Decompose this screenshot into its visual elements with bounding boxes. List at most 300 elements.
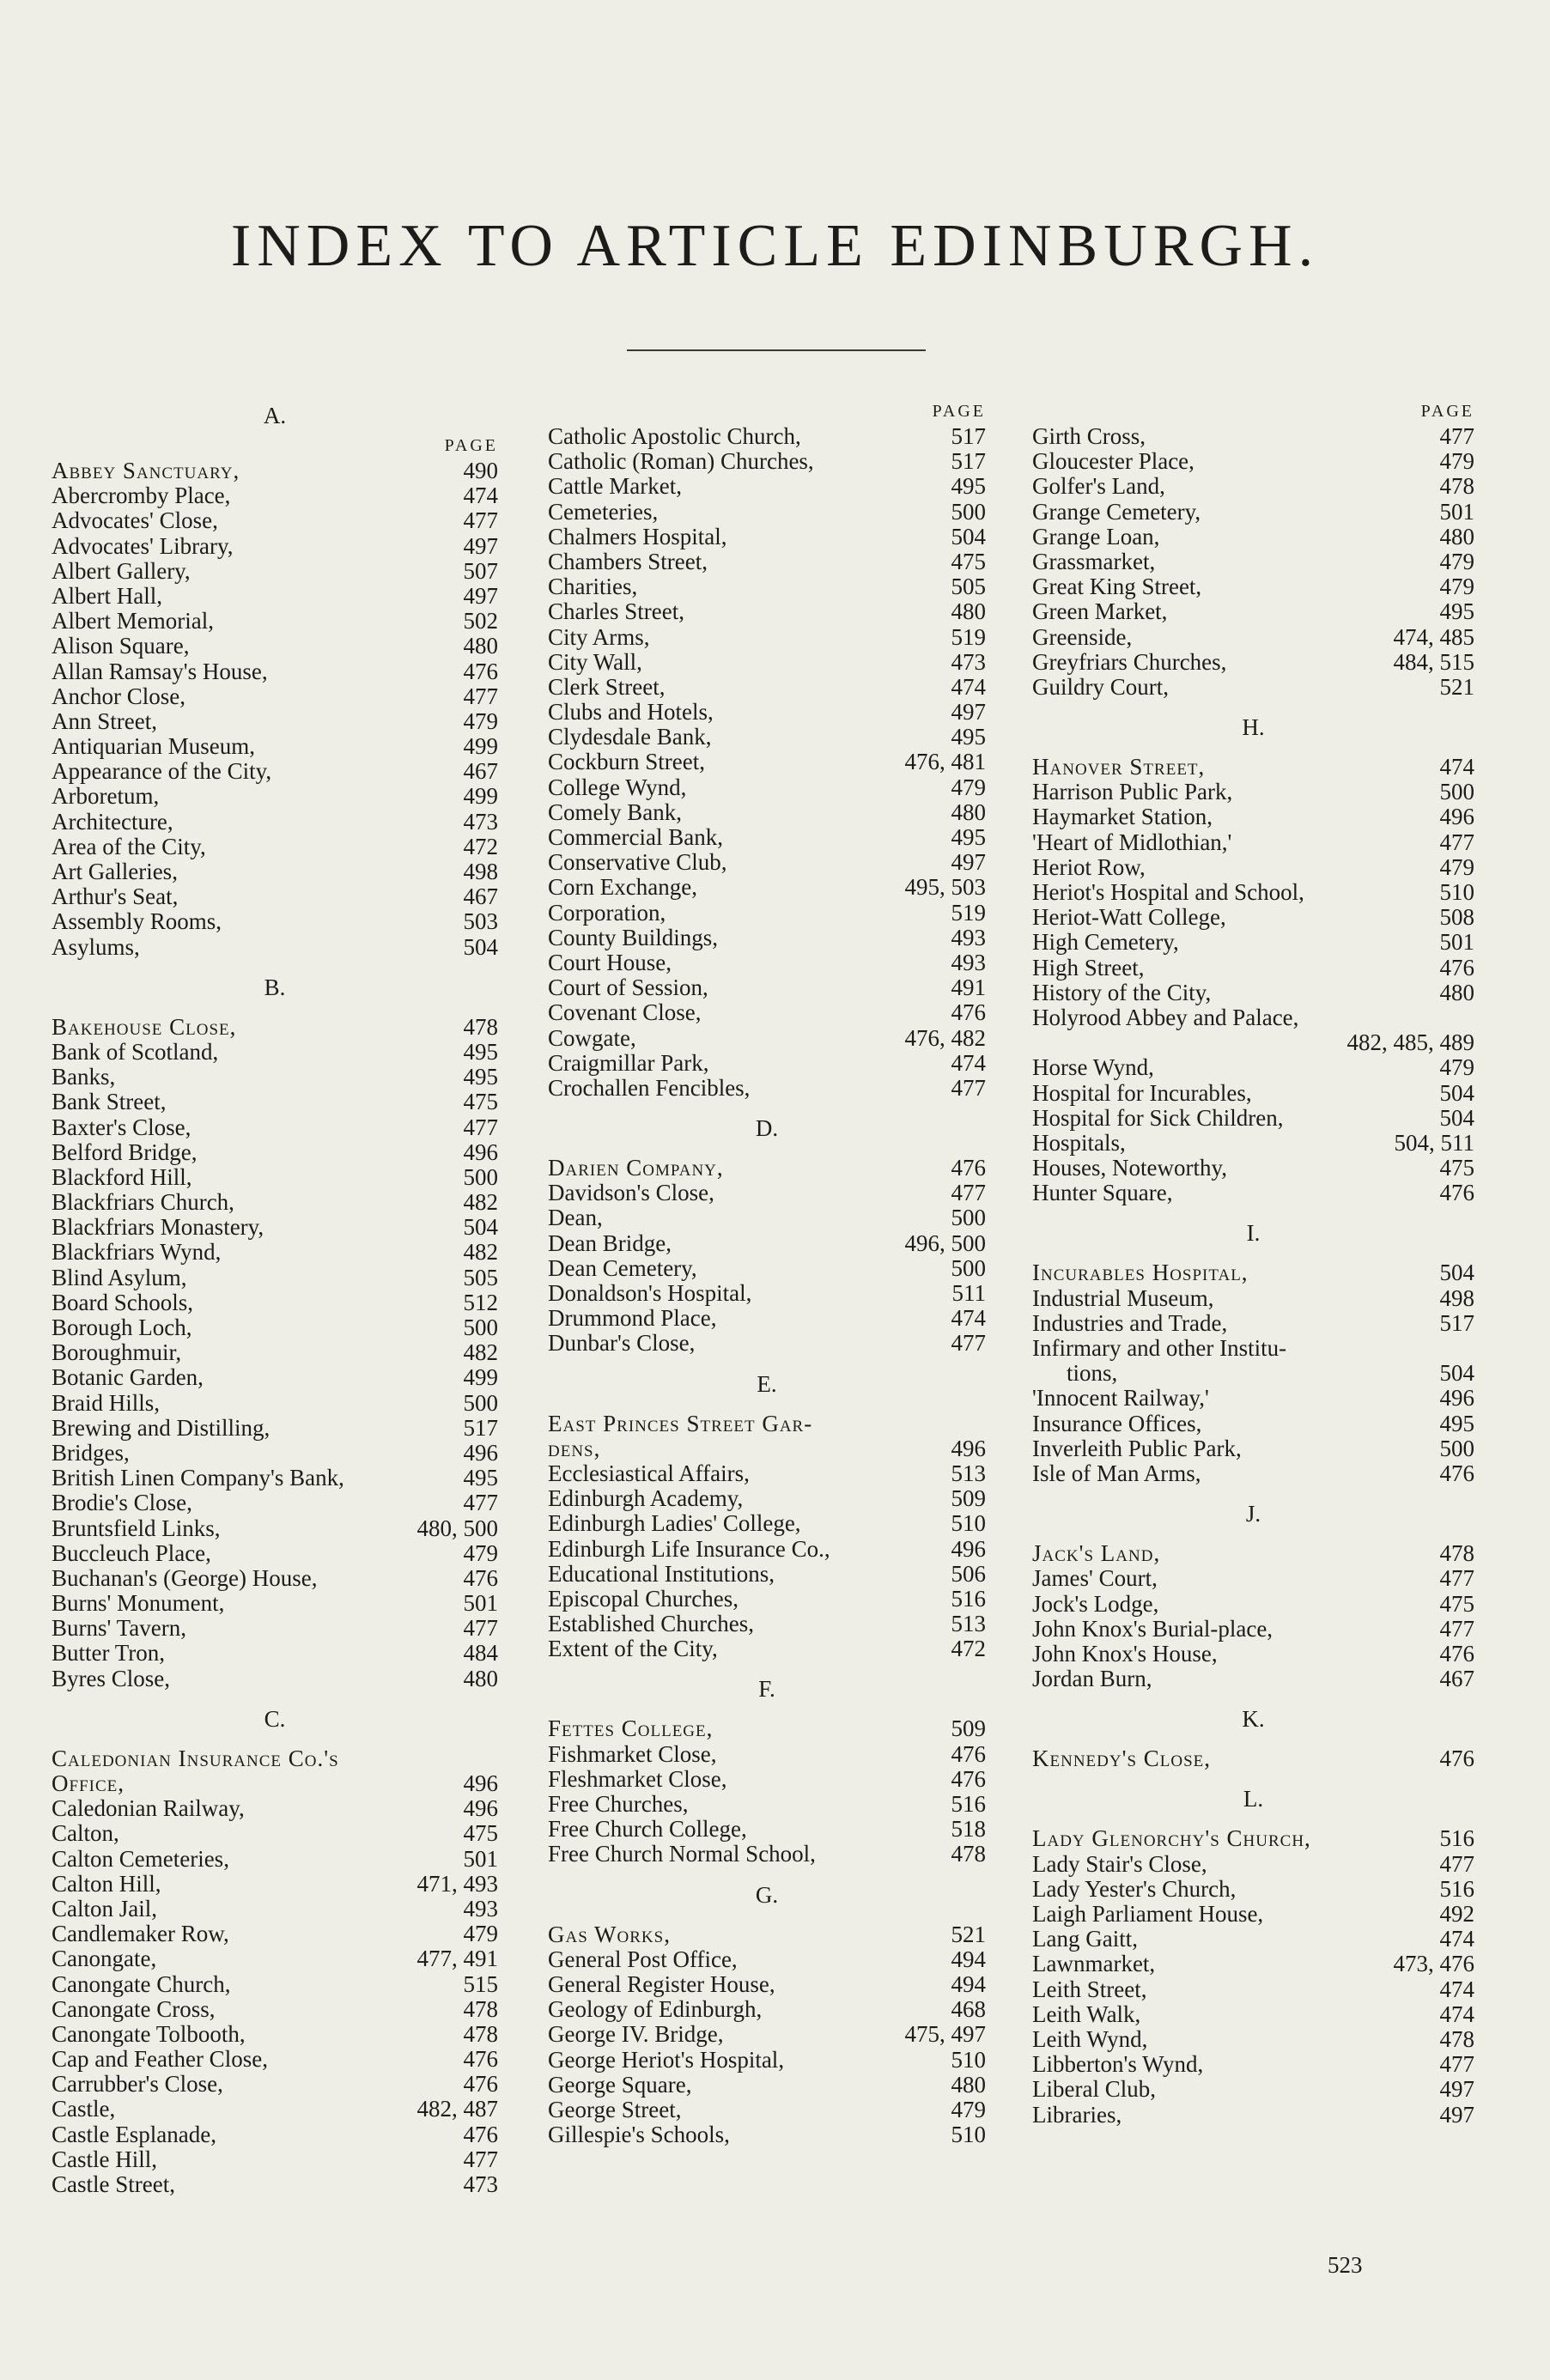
entry-page: 473, 476 [1393,1951,1474,1977]
entry-page: 476 [951,999,986,1026]
index-column-1 [52,398,498,2197]
entry-name: Edinburgh Life Insurance Co., [548,1535,830,1562]
entry-page: 472 [951,1636,986,1662]
entry-page: 495 [463,1038,498,1065]
entry-page: 510 [951,1510,986,1537]
index-entry [1032,981,1474,1005]
entry-page: 516 [951,1791,986,1818]
entry-page: 473 [463,808,498,835]
entry-page: 482 [463,1239,498,1266]
page-number: 523 [1328,2252,1363,2278]
entry-name: Houses, Noteworthy, [1032,1155,1227,1181]
index-entry [548,474,986,499]
entry-name: James' Court, [1032,1565,1158,1592]
index-entry [1032,1461,1474,1486]
entry-page: 516 [1439,1825,1474,1852]
index-entry [548,1562,986,1587]
index-entry [548,424,986,449]
index-entry [548,1231,986,1256]
entry-name: Jock's Lodge, [1032,1590,1159,1617]
entry-page: 496 [463,1795,498,1822]
index-entry [1032,574,1474,599]
entry-name: Charities, [548,574,638,600]
index-entry [52,1872,498,1897]
entry-page: 477 [951,1074,986,1101]
index-entry [52,709,498,734]
index-entry [548,1331,986,1356]
entry-page: 474 [951,1049,986,1076]
index-entry [1032,1131,1474,1156]
entry-page: 496 [463,1138,498,1165]
entry-name: Baxter's Close, [52,1114,191,1140]
index-entry [548,1051,986,1076]
entry-name: Infirmary and other Institu- [1032,1335,1287,1362]
entry-name: Donaldson's Hospital, [548,1280,752,1306]
index-entry [1032,1412,1474,1436]
index-entry [1032,500,1474,525]
index-entry [1032,755,1474,780]
index-entry [548,1792,986,1817]
entry-page: 476 [463,2071,498,2098]
index-entry [1032,1336,1474,1386]
entry-name: Jordan Burn, [1032,1666,1152,1692]
index-entry [548,599,986,624]
entry-page: 497 [463,582,498,609]
index-entry [548,825,986,850]
entry-page: 480, 500 [416,1515,498,1541]
index-entry [52,1441,498,1466]
index-entry [52,1591,498,1616]
entry-name: Boroughmuir, [52,1339,182,1366]
index-entry [1032,1902,1474,1927]
entry-name: Castle, [52,2096,116,2122]
entry-name: Bridges, [52,1439,130,1466]
entry-name: Laigh Parliament House, [1032,1901,1264,1928]
entry-page: 516 [951,1585,986,1612]
index-entry [548,500,986,525]
entry-page: 480 [951,598,986,625]
index-entry [548,725,986,750]
index-entry [52,784,498,809]
index-entry [1032,1877,1474,1902]
entry-page: 518 [951,1816,986,1843]
page-header-label: PAGE [1420,402,1474,421]
entry-name: George IV. Bridge, [548,2021,724,2048]
entry-name: Hospital for Sick Children, [1032,1104,1284,1131]
entry-name: Lady Yester's Church, [1032,1875,1237,1902]
index-entry [1032,1286,1474,1311]
entry-page: 495 [951,824,986,850]
entry-name: Gloucester Place, [1032,448,1194,475]
index-entry [52,1065,498,1090]
entry-page: 500 [463,1314,498,1340]
entry-page: 476 [1439,1640,1474,1667]
entry-page: 479 [1439,448,1474,475]
entry-name: Calton Jail, [52,1895,157,1922]
index-entry [52,835,498,859]
index-column-2 [548,398,986,2147]
index-entry [548,950,986,975]
entry-page: 477 [1439,1615,1474,1642]
entry-name: Libraries, [1032,2101,1122,2128]
index-entry [52,584,498,609]
index-entry [548,700,986,725]
index-entry [548,1922,986,1947]
entry-name: Hunter Square, [1032,1180,1173,1206]
entry-name: Advocates' Library, [52,532,234,559]
index-entry [1032,1642,1474,1667]
index-entry [52,684,498,709]
entry-name: British Linen Company's Bank, [52,1465,344,1491]
entry-name: Dean Bridge, [548,1229,672,1256]
entry-page: 497 [463,532,498,559]
entry-name: Caledonian Insurance Co.'s [52,1745,339,1771]
entry-name: Lady Glenorchy's Church, [1032,1825,1311,1852]
entry-name: Extent of the City, [548,1636,718,1662]
index-entry [1032,830,1474,855]
entry-page: 479 [1439,1054,1474,1081]
entry-page: 521 [1439,673,1474,700]
entry-page: 476 [463,2046,498,2073]
index-entry [548,1412,986,1461]
index-entry [52,1566,498,1591]
entry-page: 496 [1439,1385,1474,1412]
index-entry [1032,1927,1474,1952]
entry-name: Assembly Rooms, [52,908,222,935]
entry-name: Blackfriars Monastery, [52,1214,264,1241]
entry-name: Leith Wynd, [1032,2025,1148,2052]
entry-name: Byres Close, [52,1665,170,1691]
entry-page: 517 [951,448,986,475]
entry-page: 496 [951,1435,986,1461]
entry-page: 480 [463,633,498,659]
entry-name: Lang Gaitt, [1032,1926,1138,1952]
entry-page: 474, 485 [1393,623,1474,650]
entry-name: Catholic (Roman) Churches, [548,448,814,475]
index-entry [1032,2077,1474,2102]
entry-page: 496, 500 [904,1229,986,1256]
entry-name: Free Churches, [548,1791,689,1818]
index-entry [52,1040,498,1065]
section-letter: D. [755,1115,779,1142]
index-entry [1032,1386,1474,1411]
entry-name: Canongate Tolbooth, [52,2020,246,2047]
entry-page: 474 [463,483,498,509]
index-entry [52,1667,498,1691]
entry-page: 484, 515 [1393,648,1474,675]
index-entry [548,926,986,950]
index-entry [1032,1055,1474,1080]
index-entry [548,1181,986,1205]
index-entry [1032,1617,1474,1642]
entry-name: Inverleith Public Park, [1032,1435,1242,1461]
index-entry [548,2073,986,2098]
entry-name: Butter Tron, [52,1640,166,1667]
index-entry [1032,2027,1474,2052]
index-entry [52,2172,498,2197]
entry-name: Liberal Club, [1032,2076,1156,2103]
index-entry [548,1026,986,1051]
entry-name: County Buildings, [548,924,719,950]
entry-name: Borough Loch, [52,1314,192,1340]
index-entry [52,1922,498,1946]
index-entry [548,625,986,650]
entry-name: George Square, [548,2071,692,2098]
entry-page: 478 [1439,1540,1474,1567]
entry-name: Board Schools, [52,1289,193,1315]
entry-page: 501 [463,1845,498,1872]
page-column-header [548,398,986,424]
entry-name: East Princes Street Gar- [548,1410,813,1436]
index-entry [548,1947,986,1972]
index-column-3 [1032,398,1474,2128]
index-entry [548,1306,986,1331]
entry-page: 477 [1439,423,1474,449]
entry-name: Ecclesiastical Affairs, [548,1460,750,1486]
index-entry [52,659,498,684]
entry-name: Harrison Public Park, [1032,779,1233,805]
entry-page: 503 [463,908,498,935]
index-entry [548,1997,986,2022]
entry-page: 475 [1439,1590,1474,1617]
index-entry [548,2098,986,2122]
index-entry [548,2048,986,2073]
entry-page: 475 [1439,1155,1474,1181]
entry-page: 478 [463,1995,498,2022]
entry-page: 500 [1439,1435,1474,1461]
entry-page: 519 [951,899,986,926]
entry-name: Libberton's Wynd, [1032,2051,1204,2078]
entry-page: 495 [463,1064,498,1090]
entry-name: General Post Office, [548,1946,738,1972]
page-column-header [1032,398,1474,424]
index-entry [1032,1746,1474,1771]
entry-page: 504 [951,523,986,549]
entry-name: Arboretum, [52,783,160,810]
entry-name: High Street, [1032,954,1145,981]
entry-name: Allan Ramsay's House, [52,658,268,684]
entry-page: 477 [1439,1565,1474,1592]
entry-page: 496 [463,1439,498,1466]
index-entry [548,574,986,599]
index-entry [1032,905,1474,930]
entry-name: Cattle Market, [548,473,682,500]
entry-name: Cap and Feather Close, [52,2046,268,2073]
entry-name: Free Church Normal School, [548,1841,816,1867]
index-entry [52,1897,498,1922]
index-entry [52,1616,498,1641]
entry-name: Canongate Church, [52,1970,231,1997]
entry-name: John Knox's Burial-place, [1032,1615,1273,1642]
section-letter: F. [758,1676,775,1703]
index-entry [1032,2103,1474,2128]
entry-name: Burns' Monument, [52,1590,225,1617]
index-entry [52,1240,498,1265]
entry-page: 500 [951,1205,986,1231]
entry-page: 479 [951,774,986,800]
entry-page: 478 [1439,2025,1474,2052]
entry-page: 478 [463,2020,498,2047]
entry-name: Industrial Museum, [1032,1284,1214,1311]
entry-name: Hospital for Incurables, [1032,1079,1252,1106]
index-entry [548,975,986,1000]
index-entry [52,2097,498,2122]
entry-name: Fishmarket Close, [548,1740,717,1767]
entry-name: Dunbar's Close, [548,1330,696,1357]
entry-page: 504, 511 [1394,1129,1474,1156]
entry-name: Charles Street, [548,598,684,625]
section-letter: I. [1246,1220,1261,1247]
entry-name: Buccleuch Place, [52,1539,211,1566]
entry-page: 476, 481 [904,749,986,775]
index-entry [1032,1081,1474,1106]
entry-page: 517 [1439,1309,1474,1336]
index-entry [52,1746,498,1796]
index-entry [548,800,986,825]
entry-name: Botanic Garden, [52,1364,204,1391]
entry-name: George Street, [548,2096,682,2122]
section-letter: K. [1242,1706,1265,1733]
entry-page: 493 [463,1895,498,1922]
index-entry [548,1587,986,1612]
index-entry [1032,625,1474,650]
entry-page: 478 [463,1013,498,1040]
entry-page: 501 [1439,498,1474,525]
index-entry [548,549,986,574]
entry-name: Guildry Court, [1032,673,1169,700]
entry-name: Cemeteries, [548,498,659,525]
entry-page: 491 [951,974,986,1001]
entry-name: Abbey Sanctuary, [52,458,240,483]
entry-name: Conservative Club, [548,849,727,876]
entry-page: 497 [1439,2076,1474,2103]
entry-name: Isle of Man Arms, [1032,1460,1201,1486]
entry-name: Arthur's Seat, [52,883,179,910]
entry-name: Banks, [52,1064,116,1090]
entry-page: 495, 503 [904,874,986,901]
entry-page: 495 [951,724,986,750]
index-entry [52,1015,498,1040]
entry-page: 501 [463,1590,498,1617]
index-entry [52,1972,498,1997]
entry-page: 479 [1439,574,1474,600]
entry-name: Art Galleries, [52,859,178,884]
index-entry [1032,1952,1474,1976]
entry-page: 495 [463,1465,498,1491]
entry-name-continuation: tions, [1067,1360,1118,1387]
entry-name: Asylums, [52,933,140,960]
entry-page: 513 [951,1460,986,1486]
entry-name: Episcopal Churches, [548,1585,739,1612]
index-entry [1032,1156,1474,1181]
entry-name: Fleshmarket Close, [548,1765,727,1792]
entry-page: 497 [1439,2101,1474,2128]
entry-page: 492 [1439,1901,1474,1928]
index-entry [52,1140,498,1165]
index-entry [1032,930,1474,955]
index-entry [1032,1106,1474,1131]
entry-page: 484 [463,1640,498,1667]
entry-name: Cowgate, [548,1024,636,1051]
entry-page: 477 [463,683,498,709]
entry-page: 499 [463,733,498,760]
entry-name: Greyfriars Churches, [1032,648,1227,675]
entry-page: 480 [1439,979,1474,1005]
entry-page: 480 [463,1665,498,1691]
index-entry [52,1190,498,1215]
index-entry [52,1466,498,1491]
entry-name: City Wall, [548,648,642,675]
index-entry [52,609,498,634]
entry-page: 482 [463,1339,498,1366]
index-entry [52,1165,498,1190]
entry-name: Buchanan's (George) House, [52,1564,318,1591]
entry-page: 474 [951,673,986,700]
entry-name: Educational Institutions, [548,1560,775,1587]
entry-page: 479 [463,707,498,734]
entry-name: Appearance of the City, [52,758,272,785]
index-entry [1032,1592,1474,1617]
entry-page: 507 [463,557,498,584]
index-entry [52,1266,498,1290]
entry-name: Clubs and Hotels, [548,699,714,726]
entry-name: Calton, [52,1820,119,1847]
index-entry [1032,1977,1474,2002]
entry-name-continuation: dens, [548,1435,601,1461]
entry-name: Blackford Hill, [52,1163,192,1190]
entry-name: Covenant Close, [548,999,702,1026]
index-entry [52,1115,498,1140]
entry-name: Castle Street, [52,2171,175,2198]
entry-page: 480 [1439,523,1474,549]
entry-page: 496 [1439,804,1474,830]
entry-page: 473 [463,2171,498,2198]
entry-page: 479 [1439,548,1474,574]
entry-page: 477 [463,2146,498,2172]
entry-page: 510 [951,2046,986,2073]
entry-name: Leith Walk, [1032,2001,1141,2027]
entry-name: Blind Asylum, [52,1264,187,1290]
entry-page: 475 [463,1820,498,1847]
index-entry [548,1767,986,1792]
index-entry [1032,1541,1474,1566]
entry-name: Corn Exchange, [548,874,697,901]
entry-page: 476 [951,1155,986,1181]
entry-page: 500 [463,1163,498,1190]
index-entry [1032,2052,1474,2077]
index-entry [52,2072,498,2097]
entry-name: Antiquarian Museum, [52,733,255,760]
index-entry [52,634,498,659]
index-entry [1032,525,1474,549]
page-header-label: PAGE [444,436,498,455]
entry-name: Albert Gallery, [52,557,191,584]
index-entry [52,2147,498,2172]
index-entry [1032,780,1474,804]
entry-page: 498 [463,859,498,884]
entry-page: 478 [1439,473,1474,500]
entry-page: 467 [1439,1666,1474,1692]
title-rule [627,349,926,351]
entry-name: Industries and Trade, [1032,1309,1228,1336]
index-entry [1032,804,1474,829]
entry-page: 475 [463,1089,498,1115]
index-entry [52,935,498,960]
entry-name: Greenside, [1032,623,1133,650]
section-letter: E. [757,1370,777,1397]
entry-name: Blackfriars Wynd, [52,1239,222,1266]
index-entry [52,559,498,584]
